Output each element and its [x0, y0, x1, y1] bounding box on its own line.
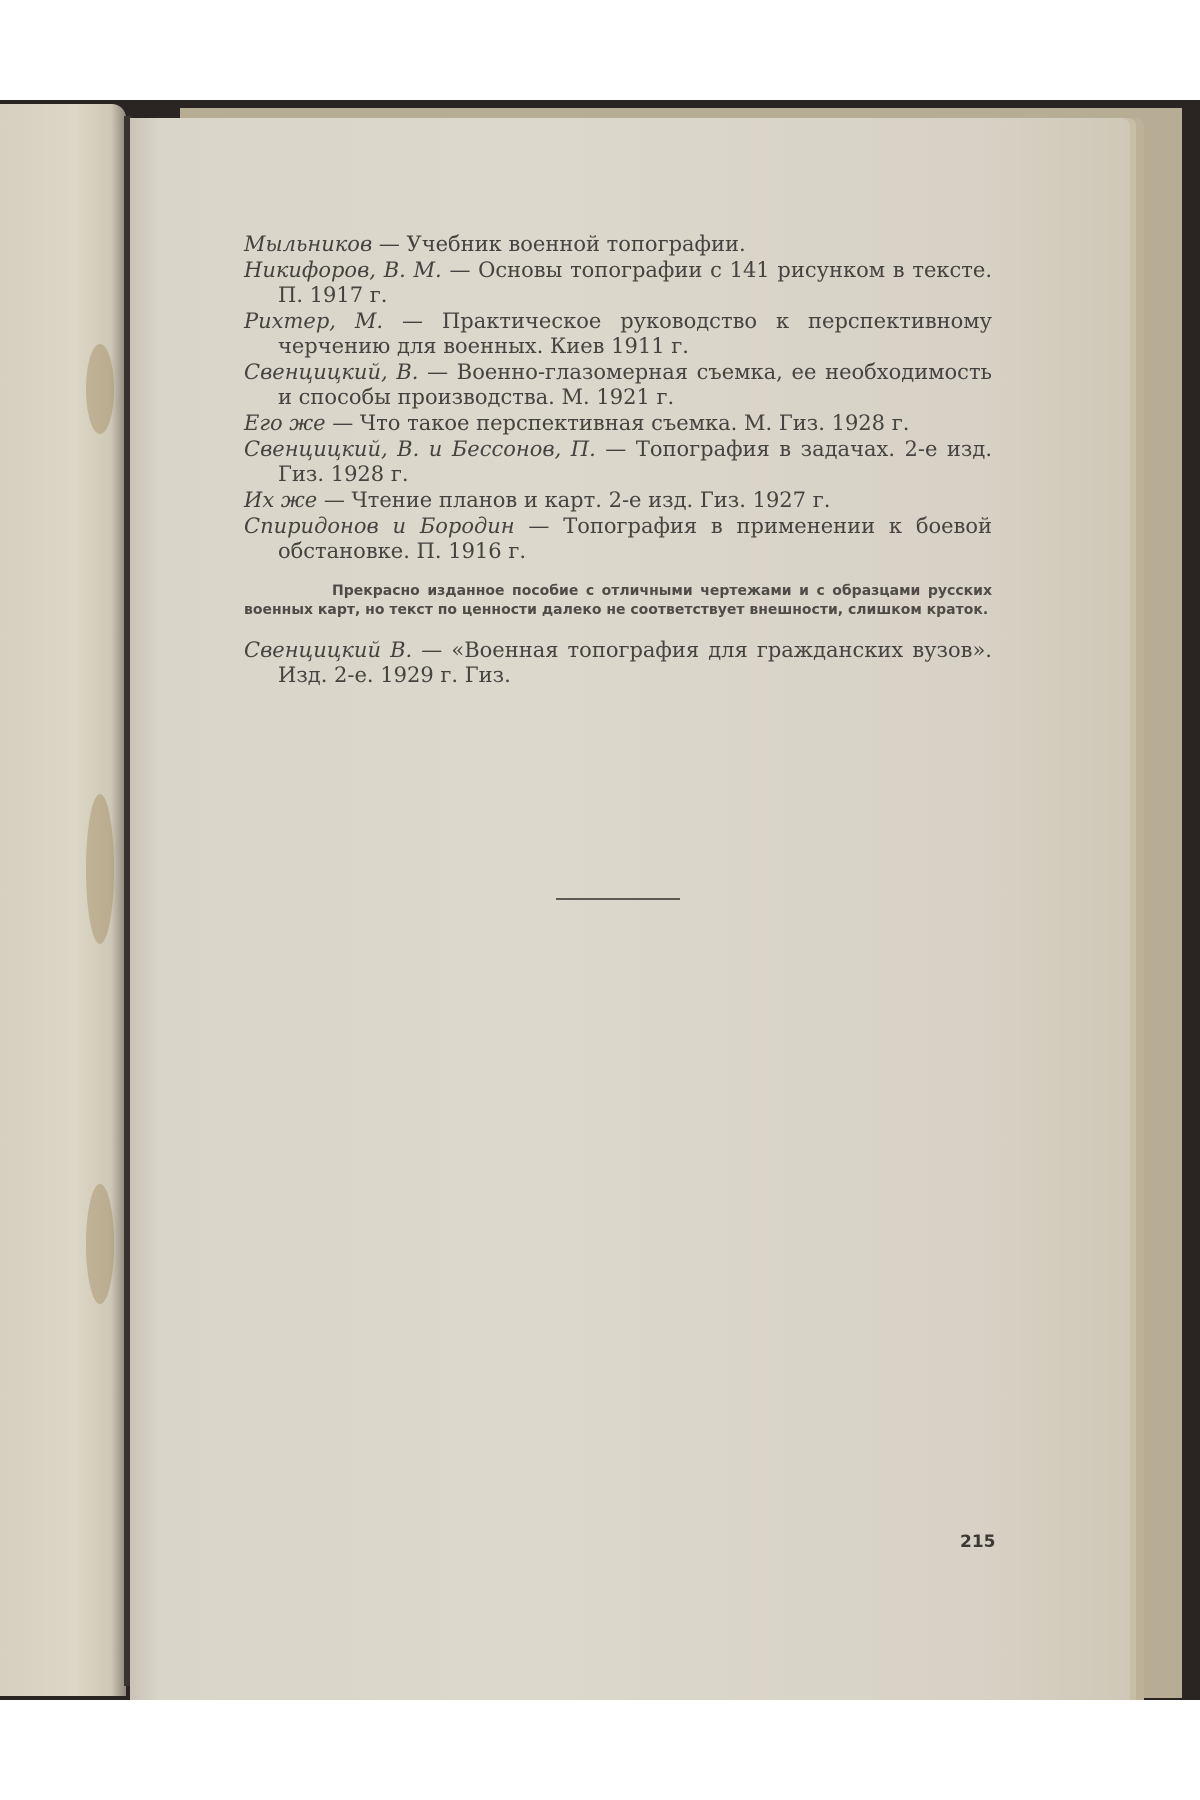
bibliography-entry — [244, 638, 992, 688]
left-page-stain — [86, 794, 114, 944]
bibliography-entry — [244, 437, 992, 487]
bibliography-list — [244, 232, 992, 689]
entry-text: — Учебник военной топографии. — [372, 232, 746, 256]
entry-author: Рихтер, М. — [244, 309, 384, 333]
entry-author: Свенцицкий, В. — [244, 360, 419, 384]
bibliography-entry — [244, 488, 992, 513]
entry-text: — Топография в применении к боевой обстановке. П. 1916 г. — [278, 514, 992, 563]
entry-author: Его же — [244, 411, 326, 435]
entry-author: Никифоров, В. М. — [244, 258, 442, 282]
left-page — [0, 104, 126, 1696]
entry-author: Свенцицкий, В. и Бессонов, П. — [244, 437, 596, 461]
left-page-stain — [86, 344, 114, 434]
bibliography-entry — [244, 360, 992, 410]
section-divider — [556, 898, 680, 900]
entry-text: — Практическое руководство к перспективному черчению для военных. Киев 1911 г. — [278, 309, 992, 358]
entry-text: — Что такое перспективная съемка. М. Гиз. 1928 г. — [325, 411, 910, 435]
entry-text: — Топография в задачах. 2-е изд. Гиз. 1928 г. — [278, 437, 992, 486]
annotation-note: Прекрасно изданное пособие с отличными чертежами и с образцами русских военных карт, но текст по ценности далеко не соответствует внешности, слишком краток. — [244, 583, 992, 618]
entry-text: — «Военная топография для гражданских вузов». Изд. 2-е. 1929 г. Гиз. — [278, 638, 992, 687]
bibliography-entry — [244, 309, 992, 359]
entry-text: — Военно-глазомерная съемка, ее необходимость и способы производства. М. 1921 г. — [278, 360, 992, 409]
entry-author: Свенцицкий В. — [244, 638, 413, 662]
entry-text: — Чтение планов и карт. 2-е изд. Гиз. 1927 г. — [317, 488, 831, 512]
bibliography-entry — [244, 411, 992, 436]
page-number: 215 — [960, 1532, 996, 1552]
entry-author: Спиридонов и Бородин — [244, 514, 515, 538]
bibliography-entry — [244, 258, 992, 308]
entry-author: Мыльников — [244, 232, 373, 256]
entry-text: — Основы топографии с 141 рисунком в тексте. П. 1917 г. — [278, 258, 992, 307]
left-page-stain — [86, 1184, 114, 1304]
entry-author: Их же — [244, 488, 318, 512]
bibliography-entry — [244, 514, 992, 564]
bibliography-entry — [244, 232, 992, 257]
